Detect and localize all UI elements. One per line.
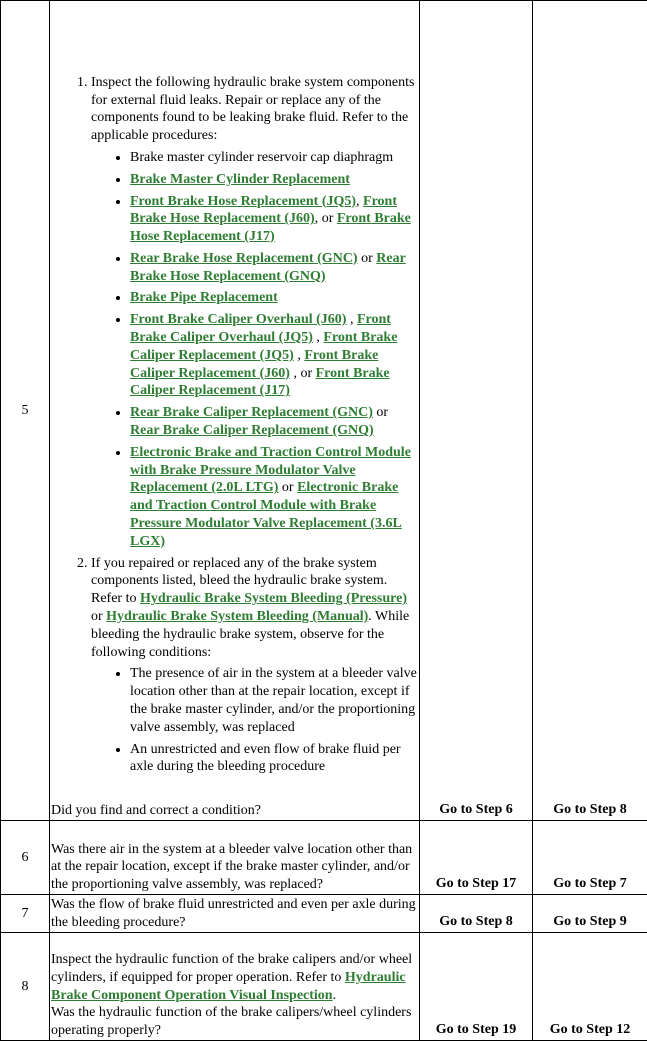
- rear-brake-hose-replacement-gnq-link[interactable]: Rear Brake Hose Replacement (GNQ): [130, 251, 406, 284]
- bullet-item: [130, 311, 419, 400]
- step-action: [50, 1, 420, 821]
- text-segment: Brake master cylinder reservoir cap diaphragm: [130, 150, 393, 165]
- condition-list: [91, 665, 419, 776]
- rear-brake-hose-replacement-gnc-link[interactable]: Rear Brake Hose Replacement (GNC): [130, 251, 358, 266]
- component-list: [91, 149, 419, 551]
- brake-pipe-replacement-link[interactable]: Brake Pipe Replacement: [130, 290, 278, 305]
- yes-action: Go to Step 8: [420, 895, 533, 933]
- step-number: 5: [1, 1, 50, 821]
- hydraulic-brake-system-bleeding-manual-link[interactable]: Hydraulic Brake System Bleeding (Manual): [106, 609, 368, 624]
- step-action: [50, 933, 420, 1041]
- step-question: Was there air in the system at a bleeder valve location other than at the repair location, except if the brake master cylinder, and/or the proportioning valve assembly, was replaced?: [51, 841, 419, 894]
- front-brake-hose-replacement-j17-link[interactable]: Front Brake Hose Replacement (J17): [130, 211, 411, 244]
- bullet-item: [130, 250, 419, 286]
- step-row-8: [1, 933, 647, 1041]
- yes-action: Go to Step 19: [420, 933, 533, 1041]
- no-action: Go to Step 7: [533, 821, 647, 895]
- hydraulic-brake-system-bleeding-pressure-link[interactable]: Hydraulic Brake System Bleeding (Pressure): [140, 591, 407, 606]
- hydraulic-brake-component-operation-visual-inspection-link[interactable]: Hydraulic Brake Component Operation Visual Inspection: [51, 970, 406, 1003]
- procedure-intro: [91, 556, 409, 660]
- text-segment: or: [373, 405, 388, 420]
- no-action: Go to Step 9: [533, 895, 647, 933]
- text-segment: ,: [356, 194, 363, 209]
- step-row-5: [1, 1, 647, 821]
- front-brake-caliper-replacement-j60-link[interactable]: Front Brake Caliper Replacement (J60): [130, 348, 378, 381]
- step-question: Did you find and correct a condition?: [51, 802, 419, 820]
- front-brake-caliper-replacement-jq5-link[interactable]: Front Brake Caliper Replacement (JQ5): [130, 330, 397, 363]
- step-instruction: [51, 951, 419, 1004]
- rear-brake-caliper-replacement-gnc-link[interactable]: Rear Brake Caliper Replacement (GNC): [130, 405, 373, 420]
- step-question: Was the flow of brake fluid unrestricted and even per axle during the bleeding procedure?: [51, 896, 419, 932]
- brake-master-cylinder-replacement-link[interactable]: Brake Master Cylinder Replacement: [130, 172, 350, 187]
- step-number: 6: [1, 821, 50, 895]
- text-segment: or: [91, 609, 106, 624]
- text-segment: ,: [313, 330, 324, 345]
- step-number: 7: [1, 895, 50, 933]
- front-brake-caliper-replacement-j17-link[interactable]: Front Brake Caliper Replacement (J17): [130, 366, 390, 399]
- procedure-intro: Inspect the following hydraulic brake system components for external fluid leaks. Repair or replace any of the components found to be leaking brake fluid. Refer to the applicable procedures:: [91, 75, 414, 143]
- bullet-item: [130, 149, 419, 167]
- text-segment: .: [333, 988, 337, 1003]
- bullet-item: [130, 444, 419, 551]
- bullet-item: [130, 171, 419, 189]
- step-question: Was the hydraulic function of the brake calipers/wheel cylinders operating properly?: [51, 1004, 419, 1040]
- text-segment: or: [358, 251, 377, 266]
- step-row-6: [1, 821, 647, 895]
- text-segment: , or: [290, 366, 316, 381]
- text-segment: ,: [294, 348, 305, 363]
- electronic-brake-and-traction-control-module-with-brake-pressure-modulator-valve-replacement-2-0l-ltg-link[interactable]: Electronic Brake and Traction Control Module with Brake Pressure Modulator Valve Replacement (2.0L LTG): [130, 445, 411, 496]
- bullet-item: [130, 289, 419, 307]
- no-action: Go to Step 8: [533, 1, 647, 821]
- front-brake-caliper-overhaul-jq5-link[interactable]: Front Brake Caliper Overhaul (JQ5): [130, 312, 391, 345]
- yes-action: Go to Step 17: [420, 821, 533, 895]
- bullet-item: [130, 665, 419, 736]
- text-segment: , or: [315, 211, 337, 226]
- text-segment: The presence of air in the system at a bleeder valve location other than at the repair location, except if the brake master cylinder, and/or the proportioning valve assembly, was replaced: [130, 666, 417, 734]
- front-brake-caliper-overhaul-j60-link[interactable]: Front Brake Caliper Overhaul (J60): [130, 312, 346, 327]
- procedure-item-2: [91, 555, 419, 777]
- procedure-item-1: [91, 74, 419, 551]
- front-brake-hose-replacement-jq5-link[interactable]: Front Brake Hose Replacement (JQ5): [130, 194, 356, 209]
- step-action: [50, 895, 420, 933]
- step-action: [50, 821, 420, 895]
- text-segment: An unrestricted and even flow of brake fluid per axle during the bleeding procedure: [130, 742, 401, 775]
- procedure-list: [51, 74, 419, 776]
- bullet-item: [130, 193, 419, 246]
- no-action: Go to Step 12: [533, 933, 647, 1041]
- step-number: 8: [1, 933, 50, 1041]
- step-row-7: [1, 895, 647, 933]
- yes-action: Go to Step 6: [420, 1, 533, 821]
- bullet-item: [130, 741, 419, 777]
- text-segment: If you repaired or replaced any of the brake system components listed, bleed the hydraulic brake system. Refer to: [91, 556, 387, 607]
- text-segment: or: [278, 480, 297, 495]
- rear-brake-caliper-replacement-gnq-link[interactable]: Rear Brake Caliper Replacement (GNQ): [130, 423, 374, 438]
- electronic-brake-and-traction-control-module-with-brake-pressure-modulator-valve-replacement-3-6l-lgx-link[interactable]: Electronic Brake and Traction Control Module with Brake Pressure Modulator Valve Replacement (3.6L LGX): [130, 480, 402, 548]
- text-segment: ,: [346, 312, 357, 327]
- text-segment: Inspect the hydraulic function of the brake calipers and/or wheel cylinders, if equipped for proper operation. Refer to: [51, 952, 412, 985]
- bullet-item: [130, 404, 419, 440]
- front-brake-hose-replacement-j60-link[interactable]: Front Brake Hose Replacement (J60): [130, 194, 397, 227]
- text-segment: . While bleeding the hydraulic brake system, observe for the following conditions:: [91, 609, 409, 660]
